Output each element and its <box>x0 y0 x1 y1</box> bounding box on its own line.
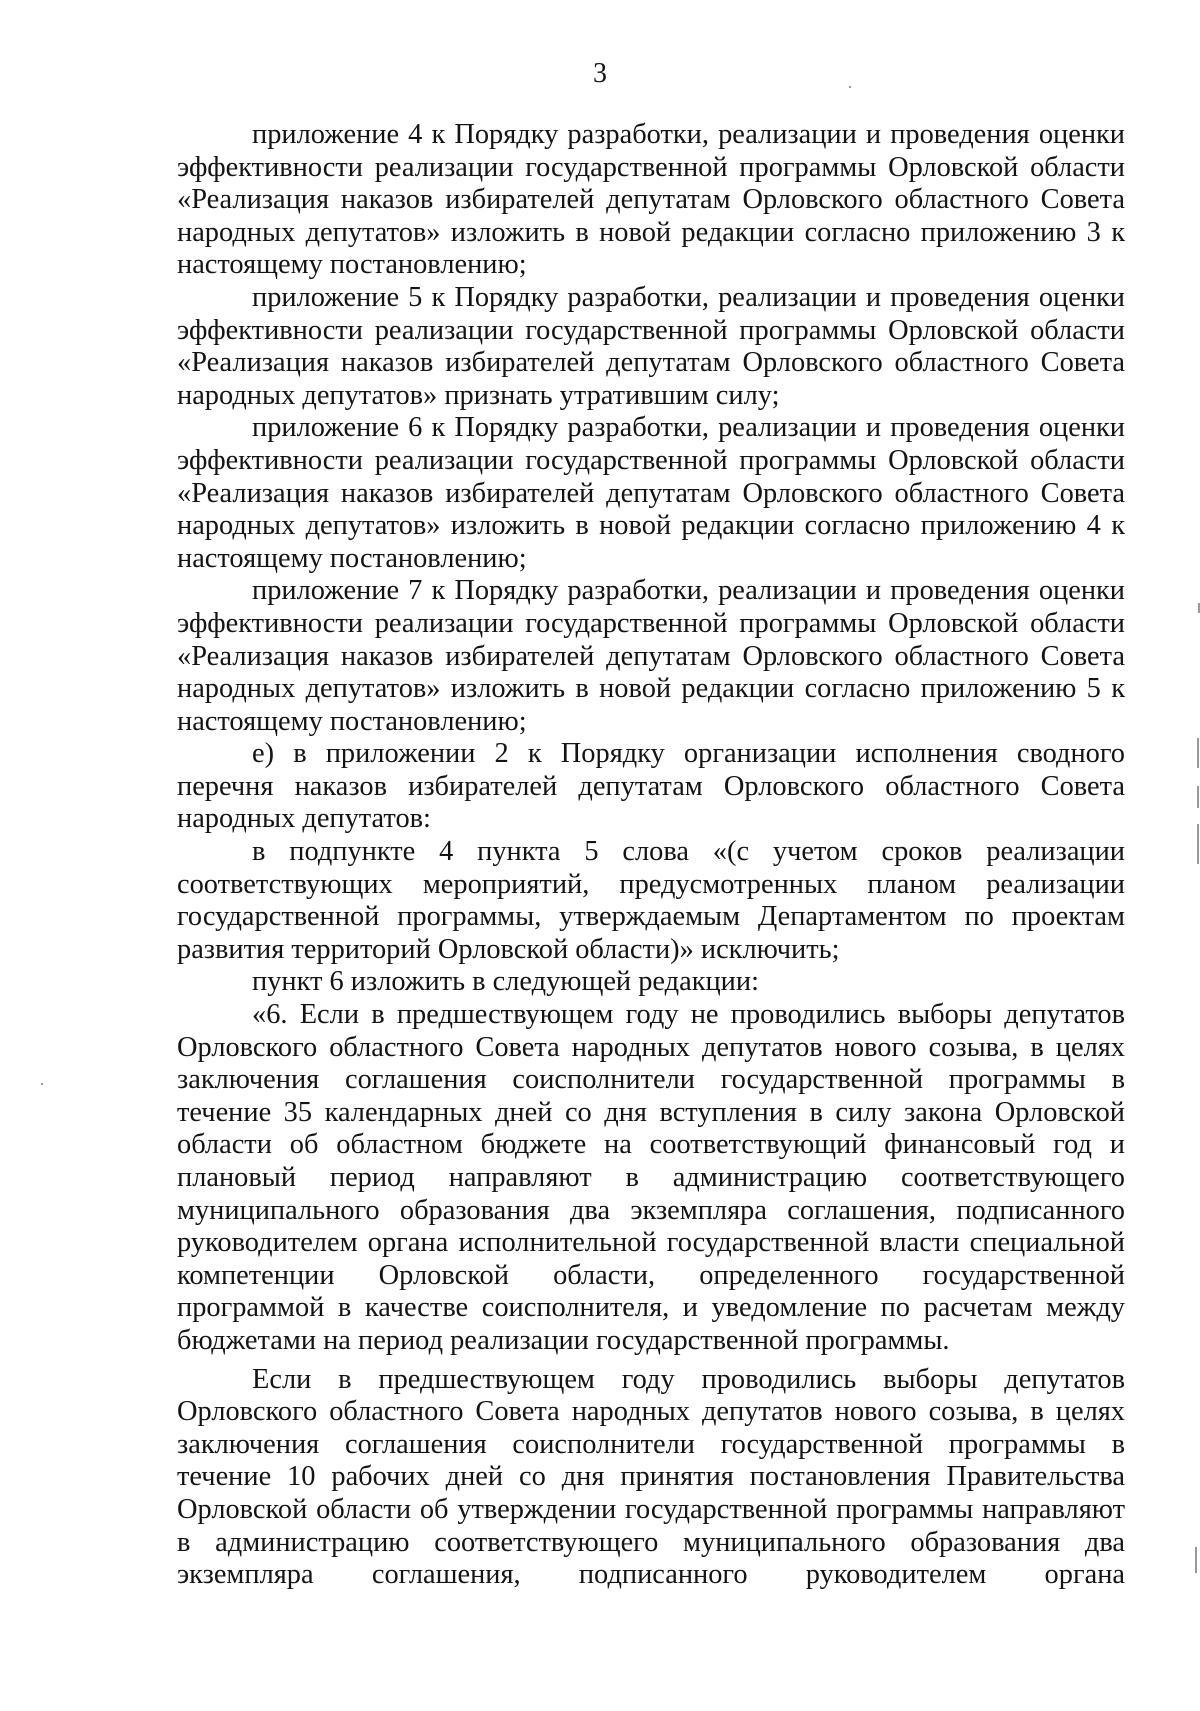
document-body <box>177 119 1125 1592</box>
page-number: 3 <box>593 58 607 89</box>
paragraph-elections-held: Если в предшествующем году проводились выборы депутатов Орловского областного Совета народных депутатов нового созыва, в целях заключения соглашения соисполнители государственной программы в течение 10 рабочих дней со дня принятия постановления Правительства Орловской области об утверждении государственной программы направляют в администрацию соответствующего муниципального образования два экземпляра соглашения, подписанного руководителем органа <box>177 1363 1125 1591</box>
scan-speck <box>41 1083 43 1085</box>
scan-speck <box>849 86 851 88</box>
paragraph-point-6-intro: пункт 6 изложить в следующей редакции: <box>252 966 759 998</box>
scan-speck <box>1195 1547 1197 1573</box>
scan-speck <box>1197 786 1199 808</box>
scan-speck <box>1197 824 1199 864</box>
paragraph-appendix-6: приложение 6 к Порядку разработки, реализации и проведения оценки эффективности реализации государственной программы Орловской области «Реализация наказов избирателей депутатам Орловского областного Совета народных депутатов» изложить в новой редакции согласно приложению 4 к настоящему постановлению; <box>177 412 1125 574</box>
paragraph-subitem-4-point-5: в подпункте 4 пункта 5 слова «(с учетом сроков реализации соответствующих мероприятий, предусмотренных планом реализации государственной программы, утверждаемым Департаментом по проектам развития территорий Орловской области)» исключить; <box>177 836 1125 965</box>
paragraph-appendix-4: приложение 4 к Порядку разработки, реализации и проведения оценки эффективности реализации государственной программы Орловской области «Реализация наказов избирателей депутатам Орловского областного Совета народных депутатов» изложить в новой редакции согласно приложению 3 к настоящему постановлению; <box>177 119 1125 281</box>
paragraph-point-6-text: «6. Если в предшествующем году не проводились выборы депутатов Орловского областного Совета народных депутатов нового созыва, в целях заключения соглашения соисполнители государственной программы в течение 35 календарных дней со дня вступления в силу закона Орловской области об областном бюджете на соответствующий финансовый год и плановый период направляют в администрацию соответствующего муниципального образования два экземпляра соглашения, подписанного руководителем органа исполнительной государственной власти специальной компетенции Орловской области, определенного государственной программой в качестве соисполнителя, и уведомление по расчетам между бюджетами на период реализации государственной программы. <box>177 999 1125 1356</box>
paragraph-item-e: е) в приложении 2 к Порядку организации исполнения сводного перечня наказов избирателей депутатам Орловского областного Совета народных депутатов: <box>177 738 1125 835</box>
scan-speck <box>1197 738 1199 768</box>
paragraph-appendix-5: приложение 5 к Порядку разработки, реализации и проведения оценки эффективности реализации государственной программы Орловской области «Реализация наказов избирателей депутатам Орловского областного Совета народных депутатов» признать утратившим силу; <box>177 281 1125 411</box>
paragraph-appendix-7: приложение 7 к Порядку разработки, реализации и проведения оценки эффективности реализации государственной программы Орловской области «Реализация наказов избирателей депутатам Орловского областного Совета народных депутатов» изложить в новой редакции согласно приложению 5 к настоящему постановлению; <box>177 575 1125 737</box>
